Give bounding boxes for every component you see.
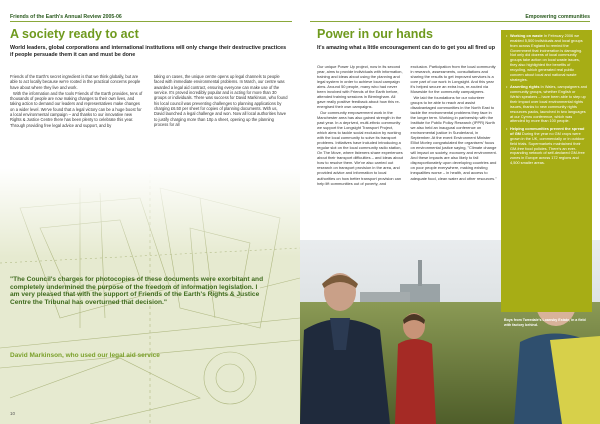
running-header: Empowering communities [525,14,590,20]
pull-quote: "The Council's charges for photocopies of these documents were exorbitant and completely undermined the purpose of the freedom of information legislation. I am very pleased that with the support of Friends of the Earth's Rights & Justice Centre the Tribunal has overturned that decision." [10,276,264,307]
body-column-1 [10,74,144,128]
body-columns [10,74,288,128]
body-column-2 [411,64,498,186]
intro-paragraph: World leaders, global corporations and international institutions will only change their destructive practices if people persuade them it can and must be done [10,45,287,58]
photo-caption: Boys from Tweedale's Loansby Estate, in a field with factory behind. [504,318,586,327]
header-rule [10,21,292,22]
highlight-lead: Asserting rights [510,85,540,90]
body-columns [317,64,497,186]
highlights-list [506,34,587,166]
page-number: 10 [10,411,16,416]
body-paragraph: Our community empowerment work in the Manchester area has also gained strength in the past year. In a deprived, multi-ethnic community we support the Longsight Transport Project, which aims to tackle social exclusion by working with the local community to solve its transport problems. Initiatives have included introducing a regular slot on the local community radio station, On The Move, where listeners share experiences about their transport difficulties – and ideas about how to resolve them. We've also carried out research on transport provision in the area, and provided advice and information to local authorities on how better transport provision can help lift communities out of poverty, and [317,109,403,186]
highlight-text: In Wales, campaigners and community groups, whether English or Welsh speakers – have been able to step up their impact over local environmental rights issues, thanks to new community rights resources packs, launched in two languages at our Cymru conference, which was attended by more than 100 people. [510,85,587,124]
running-header: Friends of the Earth's Annual Review 2005-06 [10,14,122,20]
highlight-item [506,127,587,166]
intro-paragraph: It's amazing what a little encouragement can do to get you all fired up [317,45,496,51]
body-paragraph: Friends of the Earth's secret ingredient is that we think globally, but are able to act locally because we're rooted in the practical concerns people have about where they live and work. [10,74,141,90]
header-rule [310,21,590,22]
highlights-sidebar [501,30,592,312]
quote-attribution: David Markinson, who used our legal aid service [10,352,160,359]
body-column-2 [154,74,288,128]
body-paragraph: We laid the foundations for our volunteer groups to be able to reach and assist disadvantaged communities in the North East to tackle the environmental problems they face in the longer term. Working in partnership with the Institute for Public Policy Research (IPPR) North we also held an inaugural conference on environmental justice in Sunderland, in September. At the event Environment Minister Elliot Morley congratulated the organisers' focus on environmental justice saying, "Climate change will impact on society, economy and environment. And these impacts are also likely to fall disproportionately upon developing countries and on poor people everywhere, making existing inequalities worse – in health, and access to adequate food, clean water and other resources." [410,94,497,181]
highlight-text: In February 2006 we enabled 5,500 individuals and local groups from across England to remind the Government that incineration is damaging. Not only did dozens of local community groups take action on local waste issues, they also highlighted the benefits of recycling, which generated real public concern about local and national waste strategies. [510,34,583,82]
body-paragraph: Our unique Power Up project, now in its second year, aims to provide individuals with information, training and ideas about using the planning and legal system in order to achieve local campaign aims. Around 50 people, many who had never been involved with Friends of the Earth before, attended training sessions in Birmingham. All gave really positive feedback about how this re-energised their own campaigns. [317,64,403,110]
body-column-1 [317,64,404,186]
highlight-item [506,34,587,82]
highlight-lead: Helping communities prevent the spread of GM [510,127,585,137]
page-title: Power in our hands [317,27,433,41]
highlight-item [506,85,587,124]
body-paragraph: taking on cases, the unique centre opens up legal channels to people faced with immediate environmental problems. In March, our centre was awarded a legal aid contract, ensuring everyone can make use of the service. It's proved incredibly popular and is acting for more than 30 groups or individuals. There was success for David Markinson, who found his local council was preventing challenges to planning applications by charging £6.50 per sheet for copies of planning documents. With us, David launched a legal challenge and won. Now all local authorities have to justify charging more than 10p a sheet, opening up the planning process for all [154,74,288,128]
right-page [300,0,600,424]
body-paragraph: exclusion. Participation from the local community in research, assessments, consultations and sharing the results to get improved services is a core part of our work in Longsight. And this year it's helped secure an extra bus, re-routed via Moseside for the community campaigners. [410,64,496,95]
page-title: A society ready to act [10,27,139,41]
highlight-lead: Working on waste [510,34,543,38]
highlight-text: During the year no GM crops were grown in the UK, commercially or in outdoor field trials. Supermarkets maintained their GM-free food policies. There's an ever-expanding network of self-declared GM-free zones in Europe across 172 regions and 4,500 smaller areas. [510,132,585,166]
body-paragraph: With the information and the tools Friends of the Earth provides, tens of thousands of people are now making changes to their own lives, and taking action to demand our leaders and representatives make changes on a wider level. We've found that a legal victory can be a huge boost for a local environmental campaign – and thanks to our innovative new Rights & Justice Centre there has been plenty to celebrate this year. Through providing free legal advice and support, and by [10,90,143,128]
